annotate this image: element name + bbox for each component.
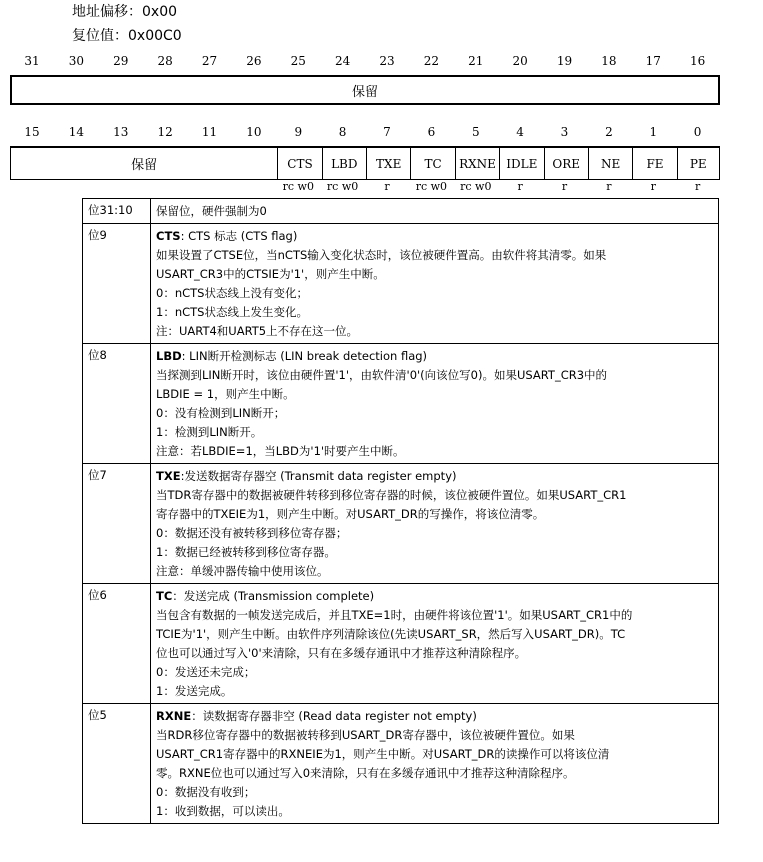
description-line: 1：发送完成。 <box>156 684 233 698</box>
bit-number: 0 <box>693 125 702 139</box>
field-title <box>156 707 713 726</box>
bit-number: 20 <box>512 54 528 68</box>
description-line: LBDIE = 1，则产生中断。 <box>156 387 295 401</box>
field-name: LBD <box>156 349 182 363</box>
description-line: USART_CR3中的CTSIE为'1'，则产生中断。 <box>156 267 385 281</box>
description-line: USART_CR1寄存器中的RXNEIE为1，则产生中断。对USART_DR的读操作可以将该位清 <box>156 747 610 761</box>
bit-number: 9 <box>294 125 303 139</box>
description-line: 零。RXNE位也可以通过写入0来清除，只有在多缓存通讯中才推荐这种清除程序。 <box>156 766 575 780</box>
bit-number: 28 <box>157 54 173 68</box>
reserved-low-cell: 保留 <box>131 158 158 173</box>
register-low-row <box>10 146 720 180</box>
field-txe: TXE <box>366 148 410 179</box>
table-row <box>83 584 719 704</box>
address-offset: 地址偏移：0x00 <box>72 4 178 20</box>
field-title-text: ：读数据寄存器非空 (Read data register not empty) <box>191 709 477 723</box>
bit-description <box>151 704 719 824</box>
bit-number: 31 <box>24 54 40 68</box>
description-line: 0：nCTS状态线上没有变化； <box>156 286 308 300</box>
bit-description <box>151 584 719 704</box>
bit-number: 21 <box>468 54 484 68</box>
bit-number: 17 <box>645 54 661 68</box>
access-type: r <box>650 180 656 193</box>
field-title-text: ：发送完成 (Transmission complete) <box>172 589 375 603</box>
field-ore: ORE <box>544 148 588 179</box>
bit-description <box>151 464 719 584</box>
bit-number: 13 <box>113 125 129 139</box>
description-line: 寄存器中的TXEIE为1，则产生中断。对USART_DR的写操作，将该位清零。 <box>156 507 545 521</box>
table-row <box>83 224 719 344</box>
bit-label: 位31:10 <box>83 199 151 224</box>
bit-number: 16 <box>689 54 706 68</box>
bit-number: 25 <box>290 54 306 68</box>
description-line: 0：发送还未完成； <box>156 665 256 679</box>
description-line: 0：数据还没有被转移到移位寄存器； <box>156 526 348 540</box>
bit-description <box>151 224 719 344</box>
bit-number: 2 <box>605 125 613 139</box>
bit-number: 27 <box>201 54 218 68</box>
table-row <box>83 199 719 224</box>
bit-number: 24 <box>334 54 351 68</box>
bit-number: 19 <box>556 54 573 68</box>
field-title <box>156 227 713 246</box>
table-row <box>83 704 719 824</box>
bit-number: 29 <box>113 54 129 68</box>
field-title-text: : CTS 标志 (CTS flag) <box>180 229 298 243</box>
description-line: 注：UART4和UART5上不存在这一位。 <box>156 324 359 338</box>
field-name: TXE <box>156 469 181 483</box>
bit-number: 11 <box>201 125 218 139</box>
access-type: rc w0 <box>460 180 492 193</box>
field-name: CTS <box>156 229 181 243</box>
bit-label: 位9 <box>83 224 151 344</box>
bit-label: 位8 <box>83 344 151 464</box>
access-type: r <box>561 180 568 193</box>
field-fe: FE <box>632 148 676 179</box>
field-title-text: : LIN断开检测标志 (LIN break detection flag) <box>181 349 428 363</box>
bit-numbers-low <box>10 125 720 141</box>
bit-number: 15 <box>24 125 40 139</box>
field-pe: PE <box>677 148 719 179</box>
field-title <box>156 587 713 606</box>
bit-description <box>151 344 719 464</box>
description-line: 1：nCTS状态线上发生变化。 <box>156 305 308 319</box>
description-line: 当包含有数据的一帧发送完成后，并且TXE=1时，由硬件将该位置'1'。如果USART_CR1中的 <box>156 608 633 622</box>
bit-number: 26 <box>246 54 262 68</box>
description-line: 如果设置了CTSE位，当nCTS输入变化状态时，该位被硬件置高。由软件将其清零。如果 <box>156 248 607 262</box>
description-line: 位也可以通过写入'0'来清除，只有在多缓存通讯中才推荐这种清除程序。 <box>156 646 527 660</box>
access-type: r <box>606 180 612 193</box>
field-lbd: LBD <box>322 148 366 179</box>
bit-number: 18 <box>601 54 617 68</box>
access-type: r <box>694 180 701 193</box>
field-title <box>156 467 713 486</box>
bit-numbers-high <box>10 54 720 70</box>
field-name: TC <box>156 589 173 603</box>
description-line: 当探测到LIN断开时，该位由硬件置'1'，由软件清'0'(向该位写0)。如果USART_CR3中的 <box>156 368 608 382</box>
field-title-text: :发送数据寄存器空 (Transmit data register empty) <box>180 469 457 483</box>
reserved-high-cell: 保留 <box>351 84 378 100</box>
access-type: rc w0 <box>415 180 448 193</box>
bit-number: 12 <box>157 125 173 139</box>
bit-number: 6 <box>427 125 436 139</box>
bit-number: 3 <box>560 125 569 139</box>
access-type: r <box>517 180 523 193</box>
description-line: 1：收到数据，可以读出。 <box>156 804 290 818</box>
bit-number: 23 <box>379 54 395 68</box>
description-line: 注意：若LBDIE=1，当LBD为'1'时要产生中断。 <box>156 444 405 458</box>
field-ne: NE <box>588 148 632 179</box>
description-line: TCIE为'1'，则产生中断。由软件序列清除该位(先读USART_SR，然后写入USART_DR)。TC <box>156 627 626 641</box>
bit-number: 8 <box>338 125 347 139</box>
access-row <box>10 180 720 196</box>
field-name: RXNE <box>156 709 192 723</box>
description-line: 当RDR移位寄存器中的数据被转移到USART_DR寄存器中，该位被硬件置位。如果 <box>156 728 575 742</box>
access-type: r <box>384 180 390 193</box>
field-title <box>156 347 713 366</box>
bit-number: 1 <box>649 125 658 139</box>
description-line: 保留位，硬件强制为0 <box>156 204 267 218</box>
description-line: 0：没有检测到LIN断开； <box>156 406 286 420</box>
description-line: 1：数据已经被转移到移位寄存器。 <box>156 545 336 559</box>
bit-description <box>151 199 719 224</box>
field-tc: TC <box>410 148 454 179</box>
table-row <box>83 344 719 464</box>
bit-number: 10 <box>246 125 262 139</box>
bit-label: 位7 <box>83 464 151 584</box>
bit-number: 4 <box>516 125 524 139</box>
register-high-row <box>10 75 720 105</box>
description-line: 当TDR寄存器中的数据被硬件转移到移位寄存器的时候，该位被硬件置位。如果USART_CR1 <box>156 488 627 502</box>
field-idle: IDLE <box>499 148 543 179</box>
bit-number: 30 <box>68 54 85 68</box>
bit-label: 位5 <box>83 704 151 824</box>
access-type: rc w0 <box>326 180 359 193</box>
description-line: 0：数据没有收到； <box>156 785 256 799</box>
description-line: 注意：单缓冲器传输中使用该位。 <box>156 564 329 578</box>
description-line: 1：检测到LIN断开。 <box>156 425 263 439</box>
reset-value: 复位值：0x00C0 <box>72 28 182 44</box>
bit-number: 14 <box>68 125 85 139</box>
bit-number: 5 <box>471 125 480 139</box>
access-type: rc w0 <box>282 180 314 193</box>
bit-label: 位6 <box>83 584 151 704</box>
field-cts: CTS <box>277 148 321 179</box>
bit-number: 7 <box>383 125 391 139</box>
field-rxne: RXNE <box>455 148 499 179</box>
bit-description-table <box>82 198 719 824</box>
table-row <box>83 464 719 584</box>
bit-number: 22 <box>423 54 440 68</box>
